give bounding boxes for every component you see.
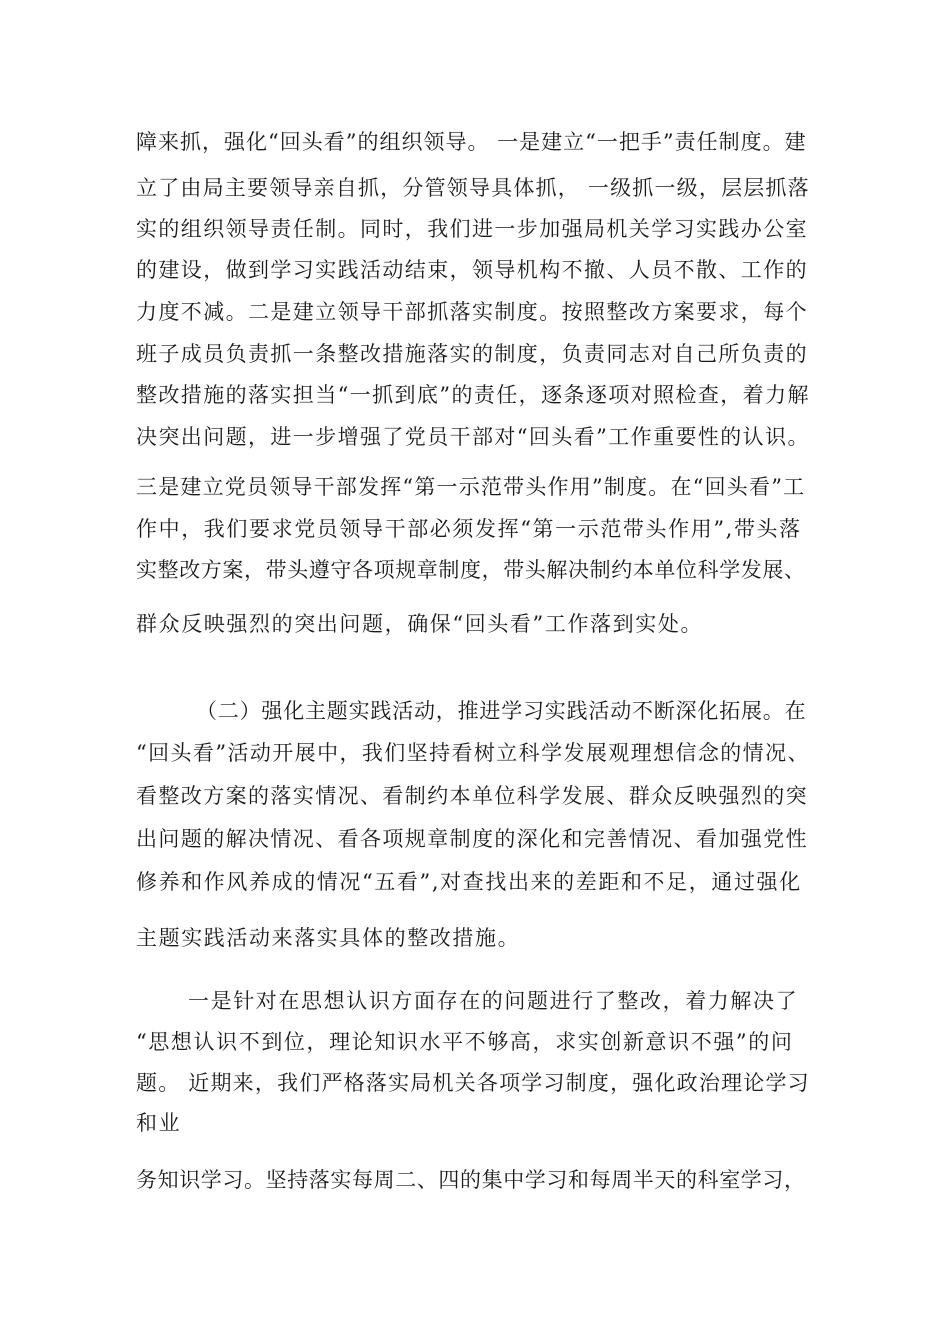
text-line: 修养和作风养成的情况“五看”,对查找出来的差距和不足，通过强化 <box>136 870 802 894</box>
text-line: 实整改方案，带头遵守各项规章制度，带头解决制约本单位科学发展、 <box>136 558 806 582</box>
text-line: 和业 <box>136 1111 182 1135</box>
text-line: 务知识学习。坚持落实每周二、四的集中学习和每周半天的科室学习， <box>136 1168 806 1192</box>
text-line: 题。 近期来，我们严格落实局机关各项学习制度，强化政治理论学习 <box>136 1071 810 1095</box>
text-line: 作中，我们要求党员领导干部必须发挥“第一示范带头作用”,带头落 <box>136 517 802 541</box>
section-heading: （二）强化主题实践活动，推进学习实践活动不断深化拓展。在 <box>196 699 807 723</box>
text-line: 决突出问题，进一步增强了党员干部对“回头看”工作重要性的认识。 <box>136 425 810 449</box>
text-line: 障来抓，强化“回头看”的组织领导。 一是建立“一把手”责任制度。建 <box>136 130 807 154</box>
text-line: 出问题的解决情况、看各项规章制度的深化和完善情况、看加强党性 <box>136 827 808 851</box>
text-line: 看整改方案的落实情况、看制约本单位科学发展、群众反映强烈的突 <box>136 784 808 808</box>
text-line: 力度不减。二是建立领导干部抓落实制度。按照整改方案要求，每个 <box>136 300 808 324</box>
text-line: 整改措施的落实担当“一抓到底”的责任，逐条逐项对照检查，着力解 <box>136 383 810 407</box>
text-line: 一是针对在思想认识方面存在的问题进行了整改，着力解决了 <box>188 989 799 1013</box>
text-line: 实的组织领导责任制。同时，我们进一步加强局机关学习实践办公室 <box>136 217 808 241</box>
text-line: 立了由局主要领导亲自抓，分管领导具体抓， 一级抓一级，层层抓落 <box>136 176 810 200</box>
text-line: “回头看”活动开展中，我们坚持看树立科学发展观理想信念的情况、 <box>136 741 810 765</box>
text-line: “思想认识不到位，理论知识水平不够高，求实创新意识不强”的问 <box>136 1030 794 1054</box>
text-line: 的建设，做到学习实践活动结束，领导机构不撤、人员不散、工作的 <box>136 258 808 282</box>
text-line: 班子成员负责抓一条整改措施落实的制度，负责同志对自己所负责的 <box>136 342 808 366</box>
text-line: 三是建立党员领导干部发挥“第一示范带头作用”制度。在“回头看”工 <box>136 475 806 499</box>
text-line: 主题实践活动来落实具体的整改措施。 <box>136 926 521 950</box>
text-line: 群众反映强烈的突出问题，确保“回头看”工作落到实处。 <box>136 612 704 636</box>
